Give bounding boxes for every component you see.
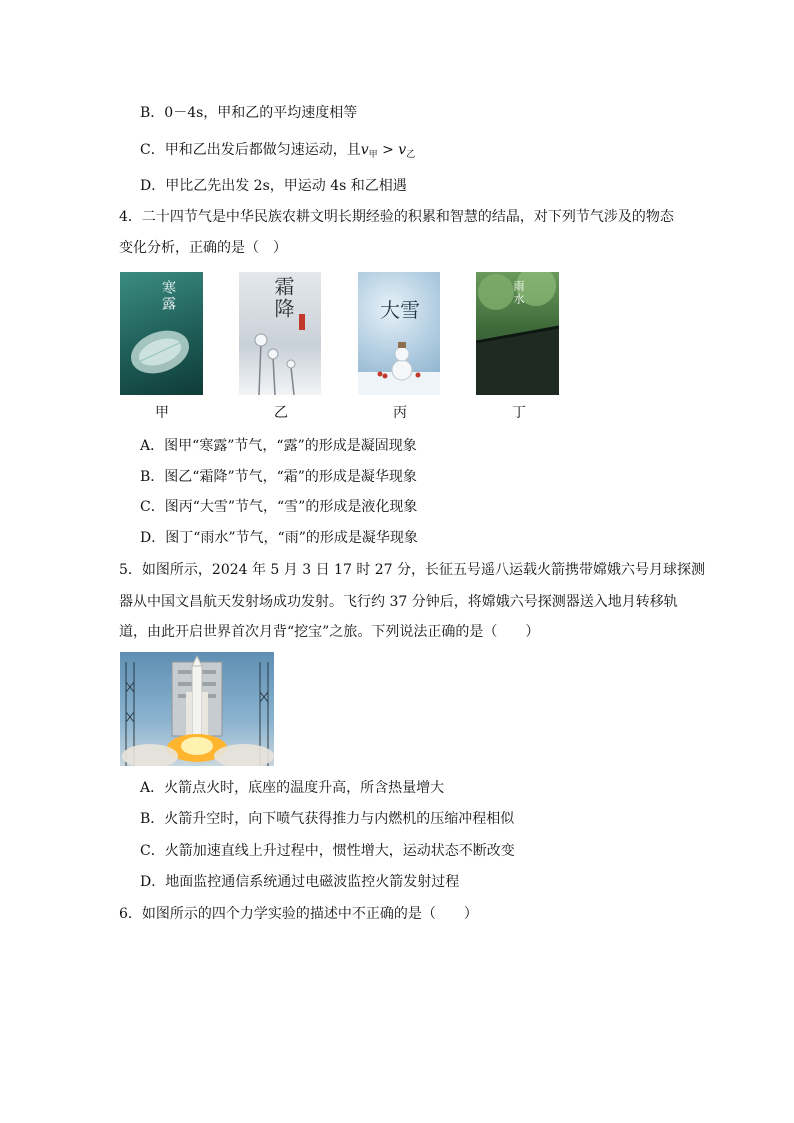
subscript-jia: 甲 <box>368 150 378 160</box>
poster-hanlu-image <box>120 272 203 395</box>
q5-stem-line1: 5．如图所示，2024 年 5 月 3 日 17 时 27 分，长征五号遥八运载火箭携带嫦娥六号月球探测 <box>119 562 706 578</box>
q3-option-c-text: C．甲和乙出发后都做匀速运动，且 <box>140 142 361 158</box>
poster-daxue-image <box>358 272 440 395</box>
poster-shuangjiang-title: 霜降 <box>271 276 295 320</box>
q6-stem: 6．如图所示的四个力学实验的描述中不正确的是（ ） <box>119 906 478 922</box>
q4-stem-line1: 4．二十四节气是中华民族农耕文明长期经验的积累和智慧的结晶，对下列节气涉及的物态 <box>119 209 674 225</box>
q4-stem-line2: 变化分析，正确的是（ ） <box>119 240 287 256</box>
q3-option-c <box>140 140 415 165</box>
q5-option-b: B．火箭升空时，向下喷气获得推力与内燃机的压缩冲程相似 <box>140 811 515 827</box>
q4-option-c: C．图丙“大雪”节气，“雪”的形成是液化现象 <box>140 499 418 515</box>
caption-bing: 丙 <box>393 405 407 421</box>
velocity-symbol-yi: v <box>398 142 407 158</box>
poster-yushui-image <box>476 272 559 395</box>
snowman-graphic <box>358 272 440 395</box>
rocket-launch-graphic <box>120 652 274 766</box>
q5-option-c: C．火箭加速直线上升过程中，惯性增大，运动状态不断改变 <box>140 843 515 859</box>
caption-jia: 甲 <box>155 405 169 421</box>
q5-option-d: D．地面监控通信系统通过电磁波监控火箭发射过程 <box>140 874 460 890</box>
q5-stem-line2: 器从中国文昌航天发射场成功发射。飞行约 37 分钟后，将嫦娥六号探测器送入地月转移轨 <box>119 594 678 610</box>
subscript-yi: 乙 <box>406 150 416 160</box>
q3-option-b: B．0－4s，甲和乙的平均速度相等 <box>140 105 358 121</box>
poster-yushui-title: 雨水 <box>512 280 525 306</box>
q4-option-b: B．图乙“霜降”节气，“霜”的形成是凝华现象 <box>140 469 417 485</box>
rocket-launch-image <box>120 652 274 766</box>
q4-option-a: A．图甲“寒露”节气，“露”的形成是凝固现象 <box>140 438 417 454</box>
q4-option-d: D．图丁“雨水”节气，“雨”的形成是凝华现象 <box>140 530 418 546</box>
poster-hanlu-title: 寒露 <box>160 280 176 312</box>
greater-than: > <box>377 142 399 158</box>
q3-option-d: D．甲比乙先出发 2s，甲运动 4s 和乙相遇 <box>140 178 407 194</box>
caption-ding: 丁 <box>512 405 526 421</box>
poster-shuangjiang-image <box>239 272 321 395</box>
caption-yi: 乙 <box>274 405 288 421</box>
q5-option-a: A．火箭点火时，底座的温度升高，所含热量增大 <box>140 780 445 796</box>
poster-daxue-title: 大雪 <box>380 298 420 322</box>
velocity-symbol-jia: v <box>360 142 369 158</box>
q5-stem-line3: 道，由此开启世界首次月背“挖宝”之旅。下列说法正确的是（ ） <box>119 624 540 640</box>
